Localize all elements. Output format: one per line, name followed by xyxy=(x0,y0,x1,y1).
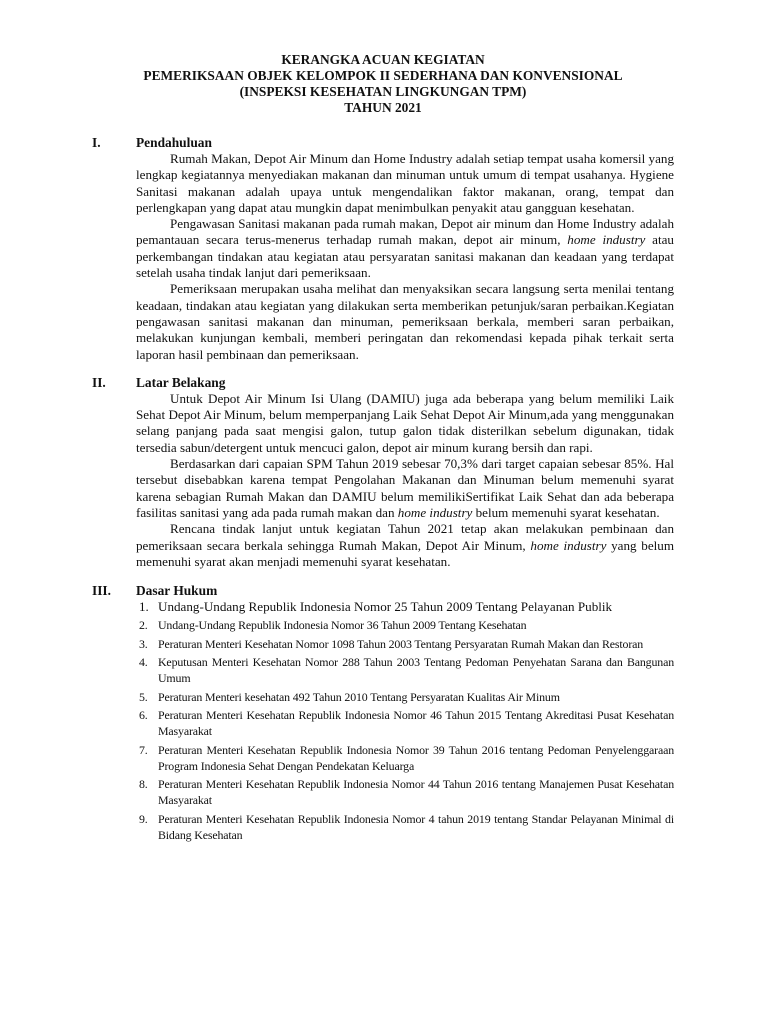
italic-term: home industry xyxy=(530,537,607,553)
italic-term: home industry xyxy=(567,232,646,248)
list-item-text: Peraturan Menteri Kesehatan Republik Indonesia Nomor 39 Tahun 2016 tentang Pedoman Penyelenggaraan Program Indonesia Sehat Dengan Pendekatan Keluarga xyxy=(158,742,674,773)
text-run: yang belum memenuhi syarat akan menjadi memenuhi syarat kesehatan. xyxy=(136,537,674,569)
title-line: (INSPEKSI KESEHATAN LINGKUNGAN TPM) xyxy=(239,84,527,99)
text-run: Pengawasan Sanitasi makanan pada rumah makan, Depot air minum dan Home Industry adalah pemantauan secara terus-menerus terhadap rumah makan, depot air minum, xyxy=(136,216,674,248)
list-item-number: 5. xyxy=(139,689,148,704)
list-item-text: Peraturan Menteri kesehatan 492 Tahun 2010 Tentang Persyaratan Kualitas Air Minum xyxy=(158,689,560,704)
list-item-number: 1. xyxy=(139,599,149,615)
section-heading xyxy=(92,582,674,599)
italic-term: home industry xyxy=(397,504,473,520)
list-item-number: 7. xyxy=(139,742,148,757)
list-item xyxy=(136,707,674,740)
list-item xyxy=(136,811,674,844)
text-run: Untuk Depot Air Minum Isi Ulang (DAMIU) juga ada beberapa yang belum memiliki Laik Sehat Depot Air Minum, belum memperpanjang Laik Sehat Depot Air Minum,ada yang menggunakan selang panjang pada saat mengisi galon, tutup galon tidak disterilkan sebelum digunakan, tidak tersedia sabun/detergent untuk mencuci galon, depot air minum kurang bersih dan rapi. xyxy=(136,390,674,455)
section-number: III. xyxy=(92,583,111,599)
list-item-number: 8. xyxy=(139,777,148,792)
paragraph xyxy=(136,521,674,570)
list-item-number: 2. xyxy=(139,618,148,633)
list-item xyxy=(136,742,674,775)
list-item-text: Peraturan Menteri Kesehatan Republik Indonesia Nomor 4 tahun 2019 tentang Standar Pelayanan Minimal di Bidang Kesehatan xyxy=(158,811,674,842)
title-line: TAHUN 2021 xyxy=(344,100,422,115)
list-item xyxy=(136,776,674,809)
title-line: PEMERIKSAAN OBJEK KELOMPOK II SEDERHANA DAN KONVENSIONAL xyxy=(143,68,623,83)
section-title: Latar Belakang xyxy=(136,374,226,390)
section-latar-belakang xyxy=(92,374,674,570)
list-item xyxy=(136,599,674,615)
list-item-number: 6. xyxy=(139,707,148,722)
list-item-number: 4. xyxy=(139,655,148,670)
section-number: II. xyxy=(92,374,106,390)
list-item-number: 9. xyxy=(139,811,148,826)
list-item xyxy=(136,654,674,687)
section-title: Pendahuluan xyxy=(136,135,212,150)
list-item-text: Keputusan Menteri Kesehatan Nomor 288 Tahun 2003 Tentang Pedoman Penyehatan Sarana dan Bangunan Umum xyxy=(158,655,674,686)
paragraph xyxy=(136,391,674,456)
paragraph xyxy=(136,151,674,216)
list-item-text: Peraturan Menteri Kesehatan Republik Indonesia Nomor 44 Tahun 2016 tentang Manajemen Pusat Kesehatan Masyarakat xyxy=(158,777,674,808)
list-item xyxy=(136,636,674,652)
paragraph xyxy=(136,281,674,362)
list-item-text: Peraturan Menteri Kesehatan Nomor 1098 Tahun 2003 Tentang Persyaratan Rumah Makan dan Restoran xyxy=(158,636,644,651)
text-run: belum memenuhi syarat kesehatan. xyxy=(472,504,660,520)
list-item-text: Undang-Undang Republik Indonesia Nomor 25 Tahun 2009 Tentang Pelayanan Publik xyxy=(158,599,613,615)
list-item-text: Undang-Undang Republik Indonesia Nomor 36 Tahun 2009 Tentang Kesehatan xyxy=(158,618,527,633)
text-run: Berdasarkan dari capaian SPM Tahun 2019 sebesar 70,3% dari target capaian sebesar 85%. Hal tersebut disebabkan karena tempat Pengolahan Makanan dan Minuman belum memenuhi syarat karena sebagian Rumah Makan dan DAMIU belum memilikiSertifikat Laik Sehat dan ada beberapa fasilitas sanitasi yang ada pada rumah makan dan xyxy=(136,456,674,520)
list-item-number: 3. xyxy=(139,636,148,651)
list-item-text: Peraturan Menteri Kesehatan Republik Indonesia Nomor 46 Tahun 2015 Tentang Akreditasi Pusat Kesehatan Masyarakat xyxy=(158,707,674,739)
text-run: Rumah Makan, Depot Air Minum dan Home Industry adalah setiap tempat usaha komersil yang lengkap kegiatannya menyediakan makanan dan minuman untuk umum di tempat usahanya. Hygiene Sanitasi makanan adalah upaya untuk mengendalikan faktor makanan, orang, tempat dan perlengkapan yang dapat atau mungkin dapat menimbulkan penyakit atau gangguan kesehatan. xyxy=(136,151,674,215)
section-heading xyxy=(92,134,674,151)
text-run: atau perkembangan tindakan atau kegiatan atau persyaratan sanitasi makanan dan keadaan yang terdapat setelah usaha tindak lanjut dari pemeriksaan. xyxy=(136,232,674,281)
paragraph xyxy=(136,456,674,521)
section-title: Dasar Hukum xyxy=(136,583,218,599)
section-pendahuluan xyxy=(92,134,674,363)
text-run: Rencana tindak lanjut untuk kegiatan Tahun 2021 tetap akan melakukan pembinaan dan pemeriksaan secara berkala sehingga Rumah Makan, Depot Air Minum, xyxy=(136,521,674,553)
section-number: I. xyxy=(92,135,101,150)
section-body xyxy=(136,599,674,843)
legal-basis-list xyxy=(136,599,674,843)
section-heading xyxy=(92,374,674,391)
section-dasar-hukum xyxy=(92,582,674,843)
list-item xyxy=(136,617,674,633)
document-title xyxy=(92,52,674,116)
text-run: Pemeriksaan merupakan usaha melihat dan menyaksikan secara langsung serta menilai tentang keadaan, tindakan atau kegiatan yang dilakukan serta memberikan petunjuk/saran perbaikan.Kegiatan pengawasan sanitasi makanan dan minuman, pemeriksaan berkala, memberi saran perbaikan, melakukan kunjungan kembali, memberi peringatan dan rekomendasi kepada pihak terkait serta laporan hasil pembinaan dan pemeriksaan. xyxy=(136,281,674,362)
section-body xyxy=(136,391,674,570)
paragraph xyxy=(136,216,674,281)
title-line: KERANGKA ACUAN KEGIATAN xyxy=(281,52,485,67)
list-item xyxy=(136,689,674,705)
section-body xyxy=(136,151,674,363)
